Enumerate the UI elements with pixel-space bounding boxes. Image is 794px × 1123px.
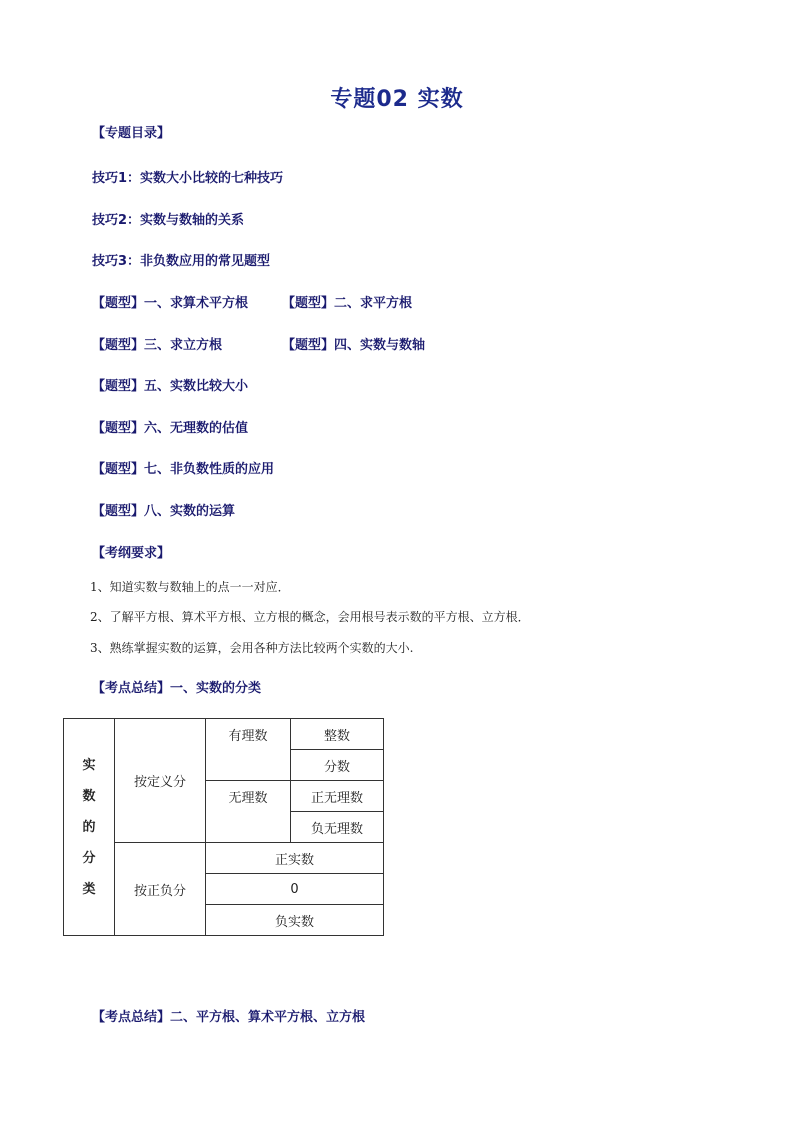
type-7: 【题型】七、非负数性质的应用 bbox=[92, 462, 275, 477]
skill-1: 技巧1：实数大小比较的七种技巧 bbox=[92, 171, 284, 186]
zero-cell: 0 bbox=[206, 874, 384, 905]
root-char: 实 bbox=[82, 757, 96, 773]
requirements-heading: 【考纲要求】 bbox=[92, 546, 171, 561]
skill-3: 技巧3：非负数应用的常见题型 bbox=[92, 254, 271, 269]
root-char: 类 bbox=[82, 881, 96, 897]
page-title: 专题02 实数 bbox=[330, 87, 464, 112]
requirement-2: 2、了解平方根、算术平方根、立方根的概念，会用根号表示数的平方根、立方根． bbox=[90, 610, 530, 624]
by-definition-cell: 按定义分 bbox=[115, 719, 206, 843]
type-1: 【题型】一、求算术平方根 bbox=[92, 296, 249, 311]
integer-cell: 整数 bbox=[291, 719, 384, 750]
negative-irrational-cell: 负无理数 bbox=[291, 812, 384, 843]
type-5: 【题型】五、实数比较大小 bbox=[92, 379, 249, 394]
summary2-heading: 【考点总结】二、平方根、算术平方根、立方根 bbox=[92, 1010, 366, 1025]
type-2: 【题型】二、求平方根 bbox=[282, 296, 413, 311]
irrational-cell: 无理数 bbox=[206, 781, 291, 843]
type-8: 【题型】八、实数的运算 bbox=[92, 504, 236, 519]
fraction-cell: 分数 bbox=[291, 750, 384, 781]
skill-2: 技巧2：实数与数轴的关系 bbox=[92, 213, 245, 228]
toc-heading: 【专题目录】 bbox=[92, 126, 171, 141]
requirement-1: 1、知道实数与数轴上的点一一对应． bbox=[90, 580, 290, 594]
root-cell bbox=[64, 719, 115, 936]
summary1-heading: 【考点总结】一、实数的分类 bbox=[92, 681, 262, 696]
positive-irrational-cell: 正无理数 bbox=[291, 781, 384, 812]
root-char: 的 bbox=[82, 819, 96, 835]
by-sign-cell: 按正负分 bbox=[115, 843, 206, 936]
real-number-classification-table bbox=[63, 718, 384, 936]
root-char: 分 bbox=[82, 850, 96, 866]
type-4: 【题型】四、实数与数轴 bbox=[282, 338, 426, 353]
negative-real-cell: 负实数 bbox=[206, 905, 384, 936]
type-3: 【题型】三、求立方根 bbox=[92, 338, 223, 353]
type-6: 【题型】六、无理数的估值 bbox=[92, 421, 249, 436]
root-char: 数 bbox=[82, 788, 96, 804]
positive-real-cell: 正实数 bbox=[206, 843, 384, 874]
requirement-3: 3、熟练掌握实数的运算，会用各种方法比较两个实数的大小. bbox=[90, 641, 414, 655]
rational-cell: 有理数 bbox=[206, 719, 291, 781]
